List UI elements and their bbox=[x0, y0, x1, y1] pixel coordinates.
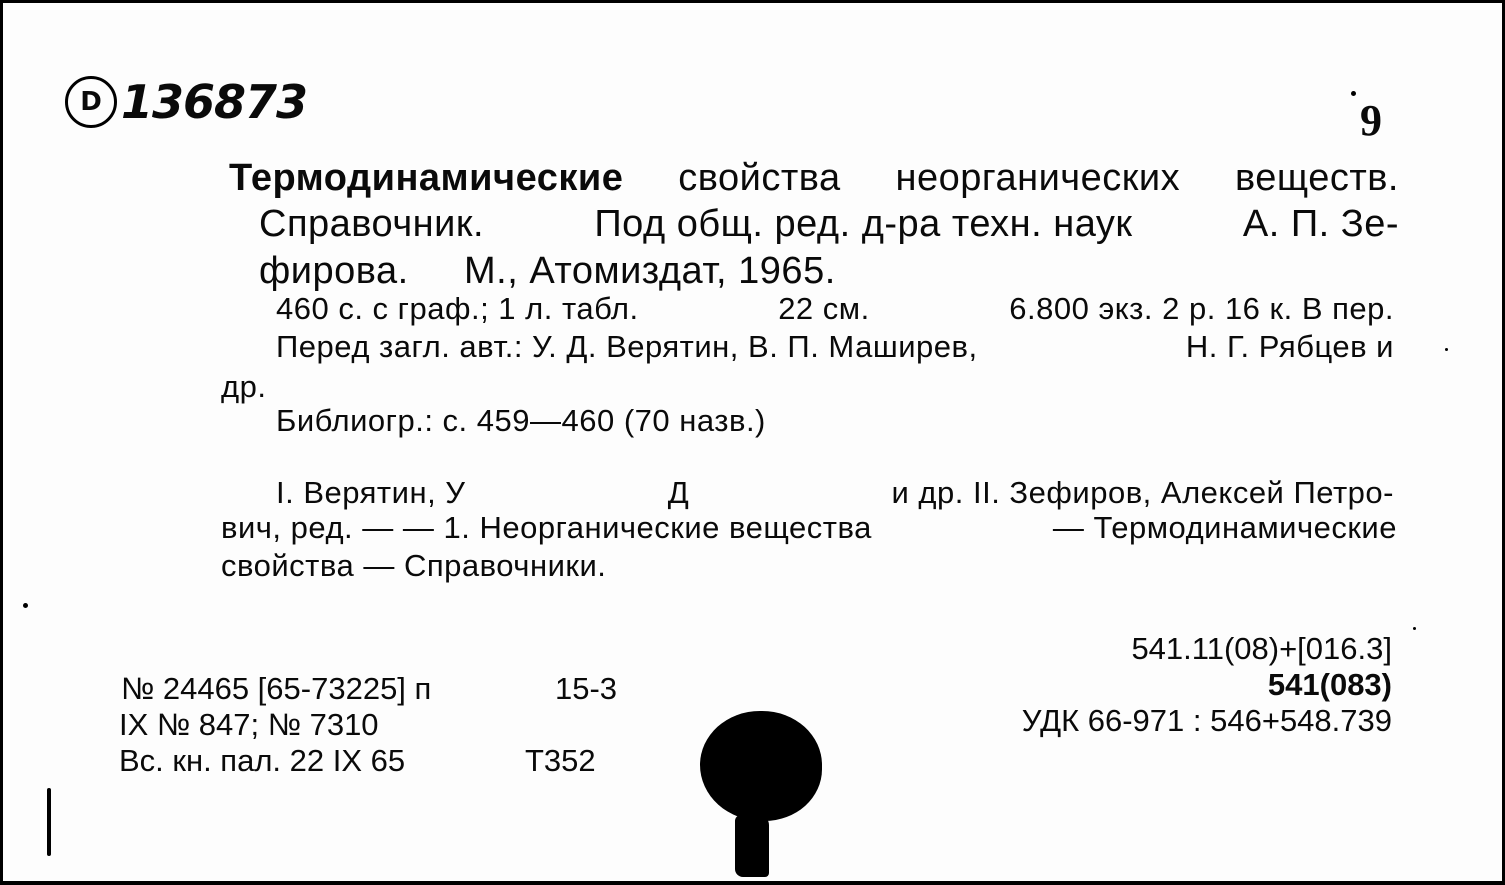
punch-hole-tail bbox=[735, 815, 769, 877]
description-line-2-a: Справочник. bbox=[259, 203, 485, 245]
card-rod-mark bbox=[47, 788, 51, 856]
record-line-3-a: Вс. кн. пал. 22 IX 65 bbox=[119, 743, 406, 778]
title-word-2: свойства bbox=[678, 157, 841, 199]
stamp-letter-badge: D bbox=[65, 76, 117, 128]
subjects-line-2-b: — Термодинамические bbox=[1052, 510, 1397, 545]
bibliography-note: Библиогр.: с. 459—460 (70 назв.) bbox=[276, 403, 766, 438]
description-line-5 bbox=[276, 329, 1394, 365]
ink-speck bbox=[1351, 91, 1356, 96]
ink-speck bbox=[1413, 627, 1416, 630]
subjects-line-3: свойства — Справочники. bbox=[221, 548, 607, 583]
subjects-line-1-a: I. Верятин, У bbox=[276, 475, 466, 510]
subjects-line-2-a: вич, ред. — — 1. Неорганические вещества bbox=[221, 510, 872, 545]
edition-price-info: 6.800 экз. 2 р. 16 к. В пер. bbox=[1009, 291, 1394, 326]
classification-line-2: 541(083) bbox=[1267, 667, 1392, 702]
authors-b: Н. Г. Рябцев и bbox=[1185, 329, 1394, 364]
record-line-1-b: 15-3 bbox=[555, 671, 618, 706]
ink-speck bbox=[23, 603, 28, 608]
catalog-stamp bbox=[65, 75, 307, 129]
card-number: 9 bbox=[1360, 96, 1382, 145]
description-line-2-b: Под общ. ред. д-ра техн. наук bbox=[594, 203, 1133, 245]
subjects-line-1 bbox=[276, 475, 1394, 511]
title-word-3: неорганических bbox=[895, 157, 1181, 199]
subjects-line-2 bbox=[221, 510, 1397, 546]
title-word-4: веществ. bbox=[1234, 157, 1399, 199]
description-line-3: фирова. М., Атомиздат, 1965. bbox=[259, 250, 836, 292]
description-line-1 bbox=[229, 157, 1399, 200]
record-line-3-b: Т352 bbox=[525, 743, 596, 778]
record-line-1-a: № 24465 [65-73225] п bbox=[121, 671, 432, 706]
ink-speck bbox=[1445, 348, 1448, 351]
description-line-6: др. bbox=[221, 369, 267, 404]
description-line-2-c: А. П. Зе- bbox=[1242, 203, 1399, 245]
udk-code: УДК 66-971 : 546+548.739 bbox=[1021, 703, 1392, 738]
classification-line-1: 541.11(08)+[016.3] bbox=[1131, 631, 1392, 666]
record-line-2: IX № 847; № 7310 bbox=[119, 707, 379, 742]
pages-info: 460 с. с граф.; 1 л. табл. bbox=[276, 291, 639, 326]
description-line-4 bbox=[276, 291, 1394, 327]
punch-hole bbox=[700, 711, 822, 821]
description-line-2 bbox=[259, 203, 1399, 246]
authors-a: Перед загл. авт.: У. Д. Верятин, В. П. Маширев, bbox=[276, 329, 978, 364]
size-info: 22 см. bbox=[778, 291, 870, 326]
stamp-number: 136873 bbox=[121, 75, 308, 129]
title-word: Термодинамические bbox=[229, 157, 624, 199]
subjects-line-1-c: и др. II. Зефиров, Алексей Петро- bbox=[891, 475, 1394, 510]
subjects-line-1-b: Д bbox=[667, 475, 690, 510]
